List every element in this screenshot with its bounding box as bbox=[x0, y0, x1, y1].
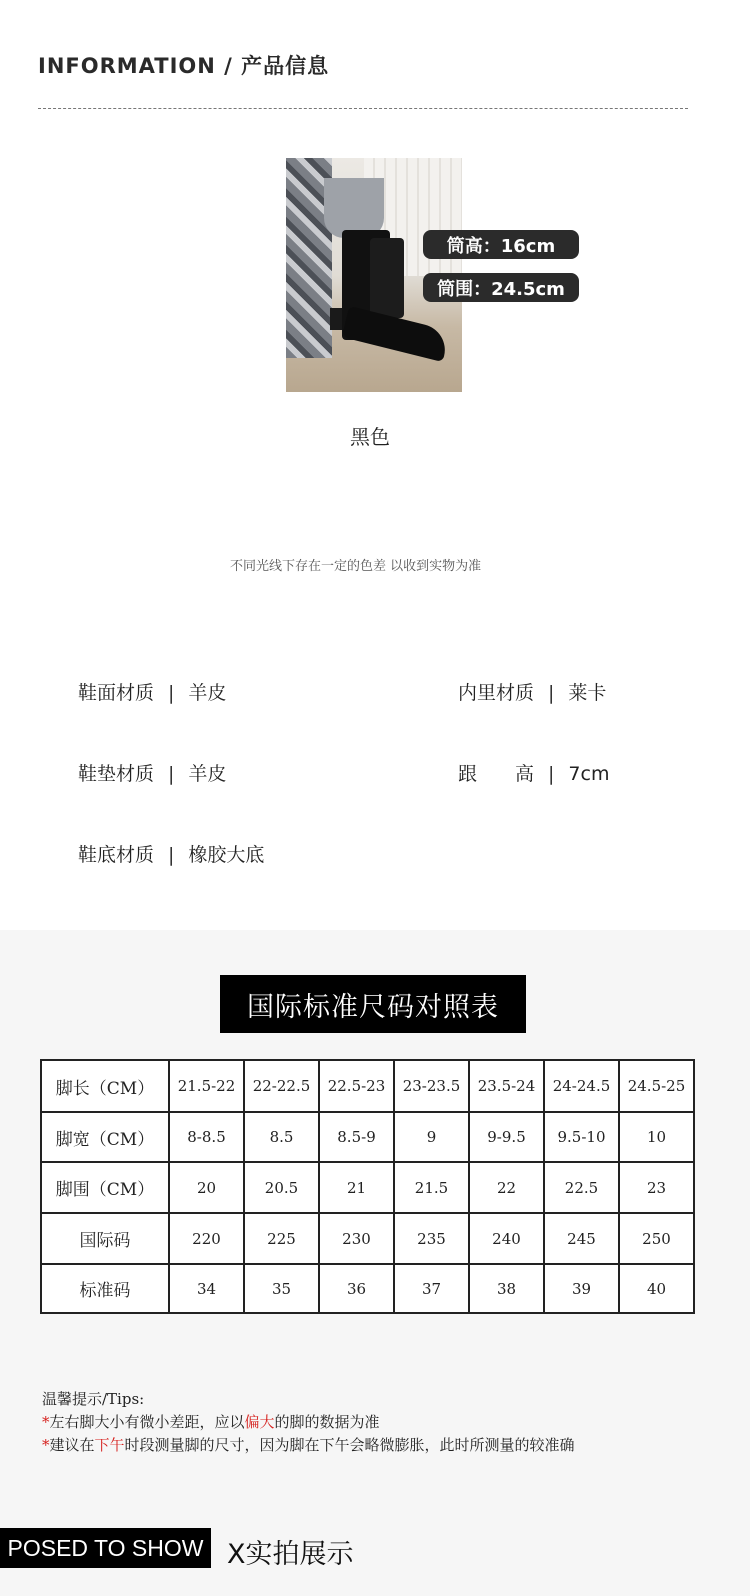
spec-separator: | bbox=[168, 682, 175, 704]
table-cell: 20 bbox=[169, 1162, 244, 1213]
spec-heel bbox=[458, 759, 609, 786]
table-cell: 37 bbox=[394, 1264, 469, 1313]
shaft-height-tag: 筒高：16cm bbox=[423, 230, 579, 259]
table-cell: 21.5-22 bbox=[169, 1060, 244, 1112]
spec-value: 羊皮 bbox=[188, 763, 227, 785]
spec-outsole bbox=[78, 840, 264, 867]
tip-bullet: * bbox=[42, 1436, 50, 1454]
table-cell: 9.5-10 bbox=[544, 1112, 619, 1162]
table-cell: 250 bbox=[619, 1213, 694, 1264]
table-cell: 22.5 bbox=[544, 1162, 619, 1213]
table-row bbox=[41, 1112, 694, 1162]
table-row bbox=[41, 1060, 694, 1112]
row-header: 脚围（CM） bbox=[41, 1162, 169, 1213]
spec-value: 橡胶大底 bbox=[188, 844, 265, 866]
spec-separator: | bbox=[548, 682, 555, 704]
spec-label: 鞋垫材质 bbox=[78, 763, 155, 785]
spec-value: 7cm bbox=[568, 763, 610, 785]
posed-to-show-badge: POSED TO SHOW bbox=[0, 1528, 211, 1568]
header-divider bbox=[38, 108, 688, 109]
spec-separator: | bbox=[168, 844, 175, 866]
table-cell: 9 bbox=[394, 1112, 469, 1162]
tip-text: 时段测量脚的尺寸，因为脚在下午会略微膨胀，此时所测量的较准确 bbox=[124, 1436, 575, 1454]
table-cell: 24.5-25 bbox=[619, 1060, 694, 1112]
table-cell: 21 bbox=[319, 1162, 394, 1213]
tip-line-2 bbox=[42, 1434, 575, 1457]
table-cell: 21.5 bbox=[394, 1162, 469, 1213]
table-cell: 8.5-9 bbox=[319, 1112, 394, 1162]
table-cell: 38 bbox=[469, 1264, 544, 1313]
tip-text: 建议在 bbox=[49, 1436, 95, 1454]
spec-value: 羊皮 bbox=[188, 682, 227, 704]
table-row bbox=[41, 1213, 694, 1264]
table-cell: 8-8.5 bbox=[169, 1112, 244, 1162]
table-cell: 39 bbox=[544, 1264, 619, 1313]
table-cell: 35 bbox=[244, 1264, 319, 1313]
spec-label: 鞋面材质 bbox=[78, 682, 155, 704]
spec-upper bbox=[78, 678, 226, 705]
row-header: 脚长（CM） bbox=[41, 1060, 169, 1112]
spec-separator: | bbox=[168, 763, 175, 785]
size-chart-table bbox=[40, 1059, 695, 1314]
tip-line-1 bbox=[42, 1411, 575, 1434]
table-cell: 10 bbox=[619, 1112, 694, 1162]
spec-label: 鞋底材质 bbox=[78, 844, 155, 866]
table-cell: 23 bbox=[619, 1162, 694, 1213]
tip-bullet: * bbox=[42, 1413, 50, 1431]
table-cell: 220 bbox=[169, 1213, 244, 1264]
row-header: 标准码 bbox=[41, 1264, 169, 1313]
table-cell: 225 bbox=[244, 1213, 319, 1264]
color-name: 黑色 bbox=[350, 425, 390, 449]
table-cell: 240 bbox=[469, 1213, 544, 1264]
table-cell: 20.5 bbox=[244, 1162, 319, 1213]
tip-text: 的脚的数据为准 bbox=[274, 1413, 380, 1431]
showcase-label: X实拍展示 bbox=[227, 1539, 354, 1570]
table-cell: 23.5-24 bbox=[469, 1060, 544, 1112]
table-cell: 40 bbox=[619, 1264, 694, 1313]
spec-label: 内里材质 bbox=[458, 682, 535, 704]
photo-leg bbox=[324, 178, 384, 238]
table-cell: 23-23.5 bbox=[394, 1060, 469, 1112]
table-cell: 230 bbox=[319, 1213, 394, 1264]
size-chart-title: 国际标准尺码对照表 bbox=[220, 975, 526, 1033]
table-cell: 8.5 bbox=[244, 1112, 319, 1162]
tip-text: 左右脚大小有微小差距，应以 bbox=[49, 1413, 245, 1431]
table-cell: 22 bbox=[469, 1162, 544, 1213]
color-disclaimer: 不同光线下存在一定的色差 以收到实物为准 bbox=[230, 559, 482, 574]
table-cell: 235 bbox=[394, 1213, 469, 1264]
table-cell: 36 bbox=[319, 1264, 394, 1313]
spec-label: 跟 高 bbox=[458, 763, 535, 785]
spec-lining bbox=[458, 678, 606, 705]
table-cell: 22-22.5 bbox=[244, 1060, 319, 1112]
table-row bbox=[41, 1162, 694, 1213]
photo-boot-shaft-right bbox=[370, 238, 404, 318]
table-row bbox=[41, 1264, 694, 1313]
shaft-circumference-tag: 筒围：24.5cm bbox=[423, 273, 579, 302]
table-cell: 22.5-23 bbox=[319, 1060, 394, 1112]
table-cell: 24-24.5 bbox=[544, 1060, 619, 1112]
spec-value: 莱卡 bbox=[568, 682, 607, 704]
spec-insole bbox=[78, 759, 226, 786]
spec-separator: | bbox=[548, 763, 555, 785]
table-cell: 34 bbox=[169, 1264, 244, 1313]
tip-highlight: 偏大 bbox=[244, 1413, 275, 1431]
tip-highlight: 下午 bbox=[94, 1436, 125, 1454]
tips-heading: 温馨提示/Tips: bbox=[42, 1390, 145, 1408]
section-title: INFORMATION / 产品信息 bbox=[38, 54, 330, 78]
row-header: 国际码 bbox=[41, 1213, 169, 1264]
table-cell: 9-9.5 bbox=[469, 1112, 544, 1162]
tips-block bbox=[42, 1388, 575, 1457]
row-header: 脚宽（CM） bbox=[41, 1112, 169, 1162]
table-cell: 245 bbox=[544, 1213, 619, 1264]
